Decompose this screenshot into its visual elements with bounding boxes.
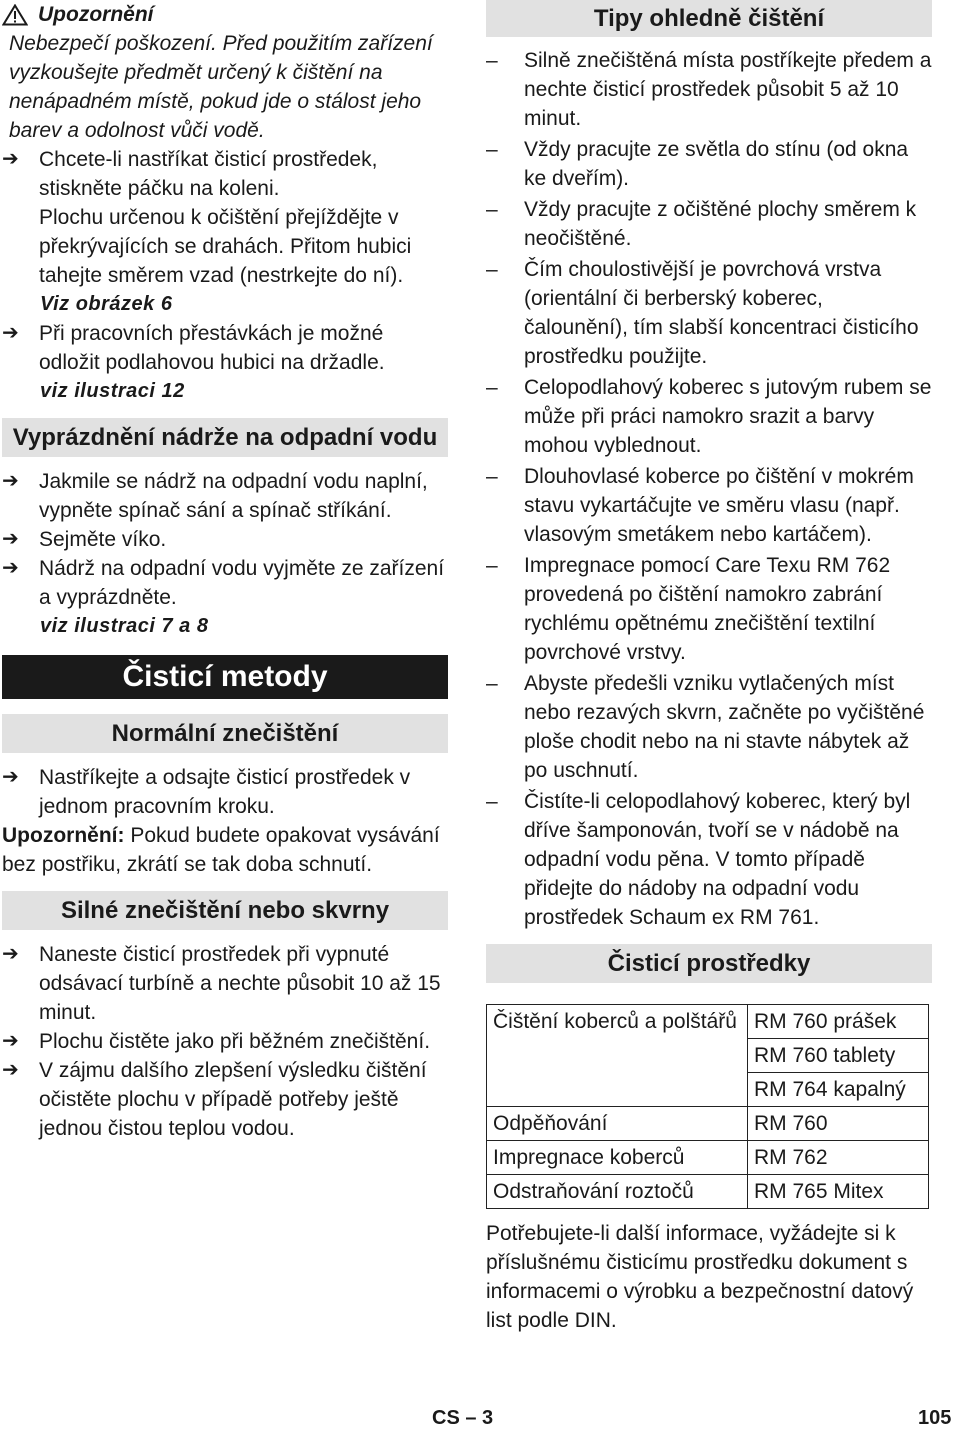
tip-text: Impregnace pomocí Care Texu RM 762 provedená po čištění namokro zabrání rychlému opětnému znečištění textilní povrchové vrstvy. [524, 554, 891, 664]
warning-text: Nebezpečí poškození. Před použitím zařízení vyzkoušejte předmět určený k čištění na nenápadném místě, pokud jde o stálost jeho barev a odolnost vůči vodě. [9, 32, 433, 142]
figure-reference: viz ilustraci 7 a 8 [40, 615, 209, 637]
tip-item: – Silně znečištěná místa postříkejte předem a nechte čisticí prostředek působit 5 až 10 minut. [486, 46, 932, 133]
table-row [487, 1005, 929, 1039]
table-cell-product: RM 764 kapalný [748, 1073, 929, 1107]
tip-text: Dlouhovlasé koberce po čištění v mokrém stavu vykartáčujte ve směru vlasu (např. vlasovým smetákem nebo kartáčem). [524, 465, 914, 546]
info-paragraph: Potřebujete-li další informace, vyžádejte si k příslušnému čisticímu prostředku dokument s informacemi o výrobku a bezpečnostní datový list podle DIN. [486, 1222, 914, 1332]
subsection-heading-normal: Normální znečištění [2, 714, 448, 753]
step-text: Nádrž na odpadní vodu vyjměte ze zařízení a vyprázdněte. [39, 557, 445, 609]
step-text: Sejměte víko. [39, 528, 167, 551]
arrow-right-icon: ➔ [2, 943, 19, 965]
tip-item: – Dlouhovlasé koberce po čištění v mokrém stavu vykartáčujte ve směru vlasu (např. vlasovým smetákem nebo kartáčem). [486, 462, 932, 549]
tip-item: – Vždy pracujte ze světla do stínu (od okna ke dveřím). [486, 135, 932, 193]
tip-text: Vždy pracujte z očištěné plochy směrem k neočištěné. [524, 198, 917, 250]
table-row [487, 1107, 929, 1141]
step-text: Naneste čisticí prostředek při vypnuté odsávací turbíně a nechte působit 10 až 15 minut. [39, 943, 441, 1024]
table-cell-use: Čištění koberců a polštářů [487, 1005, 748, 1107]
table-row [487, 1141, 929, 1175]
paragraph: Plochu určenou k očištění přejíždějte v překrývajících se drahách. Přitom hubici tahejte směrem vzad (nestrkejte do ní). [39, 206, 412, 287]
warning-triangle-icon [2, 4, 28, 26]
step-item [2, 940, 448, 1027]
table-cell-use: Odstraňování roztočů [487, 1175, 748, 1209]
table-cell-product: RM 762 [748, 1141, 929, 1175]
step-text: Plochu čistěte jako při běžném znečištění. [39, 1030, 431, 1053]
step-text: Při pracovních přestávkách je možné odložit podlahovou hubici na držadle. [39, 322, 385, 374]
step-item [2, 763, 448, 821]
step-item [2, 1027, 448, 1056]
footer-lang: CS [432, 1407, 460, 1429]
step-item [2, 145, 448, 203]
right-column [486, 0, 932, 1335]
figure-reference: viz ilustraci 12 [40, 380, 185, 402]
arrow-right-icon: ➔ [2, 1030, 19, 1052]
tip-item: – Čím choulostivější je povrchová vrstva (orientální či berberský koberec, čalounění), tím slabší koncentraci čisticího prostředku použijte. [486, 255, 932, 371]
arrow-right-icon: ➔ [2, 148, 19, 170]
figure-reference: Viz obrázek 6 [40, 293, 173, 315]
tip-text: Celopodlahový koberec s jutovým rubem se může při práci namokro srazit a barvy mohou vyblednout. [524, 376, 932, 457]
step-item [2, 554, 448, 612]
note-text: Pokud budete opakovat vysávání bez postřiku, zkrátí se tak doba schnutí. [2, 824, 440, 876]
table-cell-product: RM 760 prášek [748, 1005, 929, 1039]
note-label: Upozornění: [2, 824, 125, 847]
table-cell-use: Odpěňování [487, 1107, 748, 1141]
table-cell-product: RM 760 tablety [748, 1039, 929, 1073]
arrow-right-icon: ➔ [2, 528, 19, 550]
tip-text: Čím choulostivější je povrchová vrstva (orientální či berberský koberec, čalounění), tím slabší koncentraci čisticího prostředku použijte. [524, 258, 919, 368]
section-heading-agents: Čisticí prostředky [486, 944, 932, 983]
tip-item: – Impregnace pomocí Care Texu RM 762 provedená po čištění namokro zabrání rychlému opětnému znečištění textilní povrchové vrstvy. [486, 551, 932, 667]
table-cell-use: Impregnace koberců [487, 1141, 748, 1175]
left-column [2, 0, 448, 1143]
section-heading-empty-tank: Vyprázdnění nádrže na odpadní vodu [2, 418, 448, 457]
tip-text: Abyste předešli vzniku vytlačených míst nebo rezavých skvrn, začněte po vyčištěné ploše chodit nebo na ni stavte nábytek až po uschnutí. [524, 672, 925, 782]
step-item [2, 525, 448, 554]
step-text: V zájmu dalšího zlepšení výsledku čištění očistěte plochu v případě potřeby ještě jednou čistou teplou vodou. [39, 1059, 427, 1140]
section-heading-tips: Tipy ohledně čištění [486, 0, 932, 37]
step-text: Nastříkejte a odsajte čisticí prostředek v jednom pracovním kroku. [39, 766, 411, 818]
step-text: Jakmile se nádrž na odpadní vodu naplní, vypněte spínač sání a spínač stříkání. [39, 470, 428, 522]
warning-heading [2, 0, 448, 29]
tip-item: – Čistíte-li celopodlahový koberec, který byl dříve šamponován, tvoří se v nádobě na odpadní vodu pěna. V tomto případě přidejte do nádoby na odpadní vodu prostředek Schaum ex RM 761. [486, 787, 932, 932]
tip-text: Vždy pracujte ze světla do stínu (od okna ke dveřím). [524, 138, 909, 190]
warning-title: Upozornění [38, 3, 154, 26]
step-item [2, 319, 448, 377]
tip-item: – Celopodlahový koberec s jutovým rubem se může při práci namokro srazit a barvy mohou vyblednout. [486, 373, 932, 460]
arrow-right-icon: ➔ [2, 1059, 19, 1081]
cleaning-agents-table [486, 1004, 929, 1209]
tip-item: – Vždy pracujte z očištěné plochy směrem k neočištěné. [486, 195, 932, 253]
section-heading-methods: Čisticí metody [2, 655, 448, 699]
table-row [487, 1175, 929, 1209]
tip-text: Čistíte-li celopodlahový koberec, který byl dříve šamponován, tvoří se v nádobě na odpadní vodu pěna. V tomto případě přidejte do nádoby na odpadní vodu prostředek Schaum ex RM 761. [524, 790, 911, 929]
page-number: 105 [918, 1407, 952, 1429]
tip-item: – Abyste předešli vzniku vytlačených míst nebo rezavých skvrn, začněte po vyčištěné ploše chodit nebo na ni stavte nábytek až po uschnutí. [486, 669, 932, 785]
footer-section-label: CS – 3 [432, 1407, 494, 1429]
tip-text: Silně znečištěná místa postříkejte předem a nechte čisticí prostředek působit 5 až 10 minut. [524, 49, 932, 130]
step-item [2, 1056, 448, 1143]
table-cell-product: RM 760 [748, 1107, 929, 1141]
step-text: Chcete-li nastříkat čisticí prostředek, stiskněte páčku na koleni. [39, 148, 378, 200]
arrow-right-icon: ➔ [2, 322, 19, 344]
arrow-right-icon: ➔ [2, 470, 19, 492]
table-cell-product: RM 765 Mitex [748, 1175, 929, 1209]
arrow-right-icon: ➔ [2, 557, 19, 579]
arrow-right-icon: ➔ [2, 766, 19, 788]
subsection-heading-heavy: Silné znečištění nebo skvrny [2, 891, 448, 930]
note-paragraph [2, 821, 448, 879]
footer-section: 3 [482, 1407, 494, 1429]
step-item [2, 467, 448, 525]
